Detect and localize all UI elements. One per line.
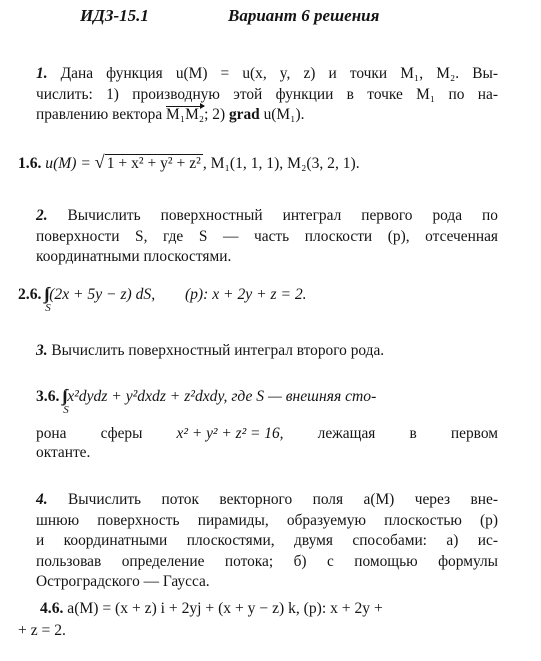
task-4-text: 4. Вычислить поток векторного поля a(M) через вне- шнюю поверхность пирамиды, образуемую плоскостью (p) и координатными плоскостями, двумя способами: а) ис- пользовав определение потока; б) с помощью формулы Остроградского — Гаусса. — [36, 491, 498, 590]
task-4-number: 4. — [36, 491, 48, 508]
variant-3-6-number: 3.6. — [36, 388, 60, 405]
variant-3-6-line-3: октанте. — [36, 444, 91, 461]
variant-1-6-number: 1.6. — [18, 155, 42, 172]
doc-code: ИДЗ-15.1 — [80, 6, 149, 25]
vector-m1m2: M₁M₂ — [166, 105, 204, 126]
variant-1-6: 1.6. u(M) = √ 1 + x² + y² + z² , M₁(1, 1, 1), M₂(3, 2, 1). — [18, 152, 360, 172]
variant-3-6-line-2: рона сферы x² + y² + z² = 16, лежащая в первом — [36, 425, 498, 442]
variant-4-6-number: 4.6. — [40, 600, 64, 617]
doc-title: Вариант 6 решения — [228, 6, 380, 25]
variant-3-6: 3.6. S x²dydz + y²dxdz + z²dxdy, где S — внешняя сто- — [36, 388, 377, 416]
variant-4-6: 4.6. a(M) = (x + z) i + 2yj + (x + y − z) k, (p): x + 2y + — [40, 600, 383, 617]
radical-sign: √ — [94, 152, 105, 172]
task-1-number: 1. — [36, 65, 48, 82]
task-2-number: 2. — [36, 207, 48, 224]
task-1-line-1: 1. Дана функция u(M) = u(x, y, z) и точки M₁, M₂. Вы- — [36, 65, 498, 82]
task-1-line-2: числить: 1) производную этой функции в точке M₁ по на- — [36, 85, 498, 103]
task-2-text: 2. Вычислить поверхностный интеграл первого рода по поверхности S, где S — часть плоскости (p), отсеченная координатными плоскостями. — [36, 207, 498, 265]
sqrt-expression: √ 1 + x² + y² + z² — [94, 152, 201, 172]
variant-2-6: 2.6. S (2x + 5y − z) dS, (p): x + 2y + z = 2. — [18, 286, 307, 314]
variant-2-6-number: 2.6. — [18, 286, 42, 303]
task-1-text — [36, 64, 498, 126]
grad-operator: grad — [228, 106, 260, 123]
task-1-line-3: правлению вектора M₁M₂; 2) grad u(M₁). — [36, 105, 498, 126]
variant-4-6-line-2: + z = 2. — [18, 622, 66, 639]
task-3-number: 3. — [36, 342, 48, 359]
task-3-text: 3. Вычислить поверхностный интеграл второго рода. — [36, 342, 385, 359]
